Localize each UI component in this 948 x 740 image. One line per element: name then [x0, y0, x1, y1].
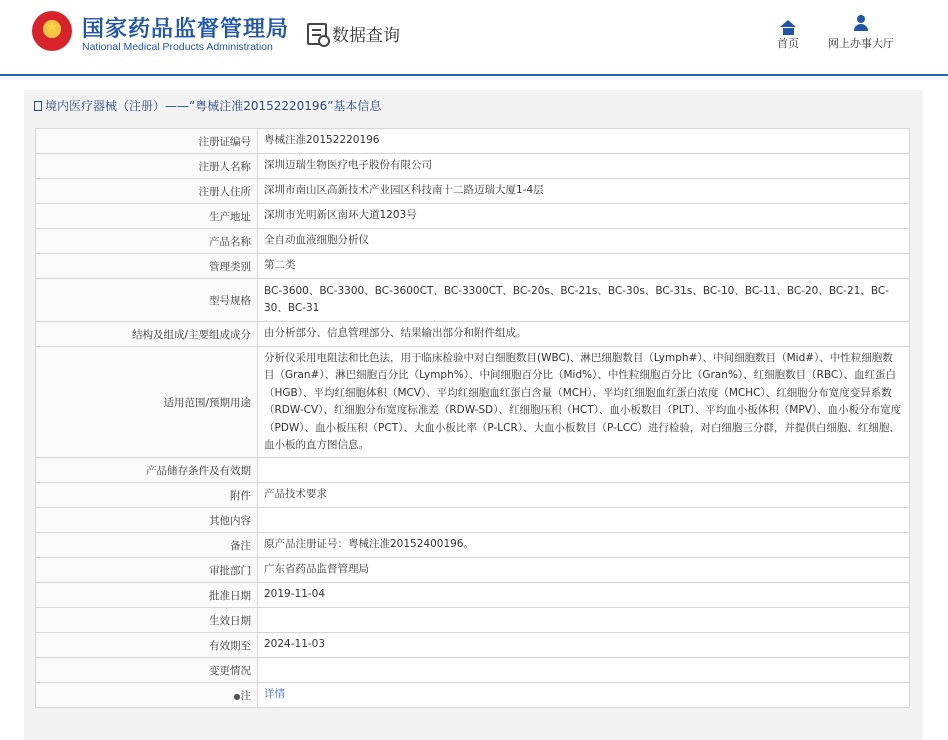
field-value: [258, 658, 910, 683]
field-label: 有效期至: [36, 633, 258, 658]
note-label: 注: [240, 689, 251, 702]
nav-home-label: 首页: [777, 37, 799, 50]
note-value-cell: [258, 683, 910, 708]
field-value: 原产品注册证号：粤械注准20152400196。: [258, 533, 910, 558]
field-value: BC-3600、BC-3300、BC-3600CT、BC-3300CT、BC-20s、BC-21s、BC-30s、BC-31s、BC-10、BC-11、BC-20、BC-21、BC-30、BC-31: [258, 279, 910, 322]
field-label: 注册人住所: [36, 179, 258, 204]
detail-panel: [24, 90, 923, 740]
field-value: 产品技术要求: [258, 483, 910, 508]
field-value: 深圳市南山区高新技术产业园区科技南十二路迈瑞大厦1-4层: [258, 179, 910, 204]
table-row: [36, 129, 910, 154]
field-value: 2019-11-04: [258, 583, 910, 608]
field-value: 由分析部分、信息管理部分、结果输出部分和附件组成。: [258, 322, 910, 347]
panel-title: [24, 90, 923, 122]
field-value: 第二类: [258, 254, 910, 279]
nav-home[interactable]: [773, 15, 803, 51]
home-icon: [773, 15, 803, 33]
table-row-note: [36, 683, 910, 708]
detail-link[interactable]: 详情: [264, 688, 285, 701]
table-row: [36, 483, 910, 508]
field-label: 附件: [36, 483, 258, 508]
field-value: 2024-11-03: [258, 633, 910, 658]
nav-online-hall-label: 网上办事大厅: [828, 37, 894, 50]
brand-title-cn[interactable]: 国家药品监督管理局: [82, 17, 290, 42]
table-row: [36, 179, 910, 204]
table-row: [36, 347, 910, 458]
field-label: 其他内容: [36, 508, 258, 533]
field-label: 结构及组成/主要组成成分: [36, 322, 258, 347]
field-value: 分析仪采用电阻法和比色法，用于临床检验中对白细胞数目(WBC)、淋巴细胞数目（Lymph#）、中间细胞数目（Mid#）、中性粒细胞数目（Gran#）、淋巴细胞百分比（Lymph%）、中间细胞百分比（Mid%）、中性粒细胞百分比（Gran%）、红细胞数目（RBC）、血红蛋白（HGB）、平均红细胞体积（MCV）、平均红细胞血红蛋白含量（MCH）、平均红细胞血红蛋白浓度（MCHC）、红细胞分布宽度变异系数（RDW-CV）、红细胞分布宽度标准差（RDW-SD）、红细胞压积（HCT）、血小板数目（PLT）、平均血小板体积（MPV）、血小板分布宽度（PDW）、血小板压积（PCT）、大血小板比率（P-LCR）、大血小板数目（P-LCC）进行检验，对白细胞三分群，并提供白细胞、红细胞、血小板的直方图信息。: [258, 347, 910, 458]
field-label: 生产地址: [36, 204, 258, 229]
data-query-label: 数据查询: [332, 26, 400, 46]
field-value: [258, 508, 910, 533]
user-icon: [826, 15, 896, 33]
panel-title-text: 境内医疗器械（注册）——“粤械注准20152220196”基本信息: [45, 99, 382, 113]
field-value: [258, 608, 910, 633]
document-icon: [34, 101, 42, 111]
field-value: 全自动血液细胞分析仪: [258, 229, 910, 254]
field-label: 审批部门: [36, 558, 258, 583]
table-row: [36, 533, 910, 558]
field-value: 深圳迈瑞生物医疗电子股份有限公司: [258, 154, 910, 179]
table-row: [36, 633, 910, 658]
field-value: 广东省药品监督管理局: [258, 558, 910, 583]
field-value: [258, 458, 910, 483]
note-label-cell: [36, 683, 258, 708]
table-row: [36, 558, 910, 583]
field-label: 产品名称: [36, 229, 258, 254]
data-query-link[interactable]: [307, 21, 400, 46]
site-header: [0, 0, 948, 76]
field-label: 产品储存条件及有效期: [36, 458, 258, 483]
field-label: 注册证编号: [36, 129, 258, 154]
pin-icon: ●: [233, 691, 241, 701]
table-row: [36, 154, 910, 179]
table-row: [36, 658, 910, 683]
field-label: 变更情况: [36, 658, 258, 683]
table-row: [36, 608, 910, 633]
data-query-icon: [307, 23, 327, 45]
table-row: [36, 458, 910, 483]
field-label: 型号规格: [36, 279, 258, 322]
detail-table: [35, 128, 910, 708]
table-row: [36, 322, 910, 347]
national-emblem-icon: [32, 11, 72, 51]
field-value: 深圳市光明新区南环大道1203号: [258, 204, 910, 229]
field-label: 批准日期: [36, 583, 258, 608]
field-label: 管理类别: [36, 254, 258, 279]
field-label: 适用范围/预期用途: [36, 347, 258, 458]
table-row: [36, 508, 910, 533]
field-value: 粤械注准20152220196: [258, 129, 910, 154]
field-label: 生效日期: [36, 608, 258, 633]
table-row: [36, 279, 910, 322]
field-label: 备注: [36, 533, 258, 558]
table-row: [36, 583, 910, 608]
table-row: [36, 229, 910, 254]
table-row: [36, 254, 910, 279]
brand-title-en[interactable]: National Medical Products Administration: [82, 41, 273, 53]
field-label: 注册人名称: [36, 154, 258, 179]
table-row: [36, 204, 910, 229]
nav-online-hall[interactable]: [826, 15, 896, 51]
